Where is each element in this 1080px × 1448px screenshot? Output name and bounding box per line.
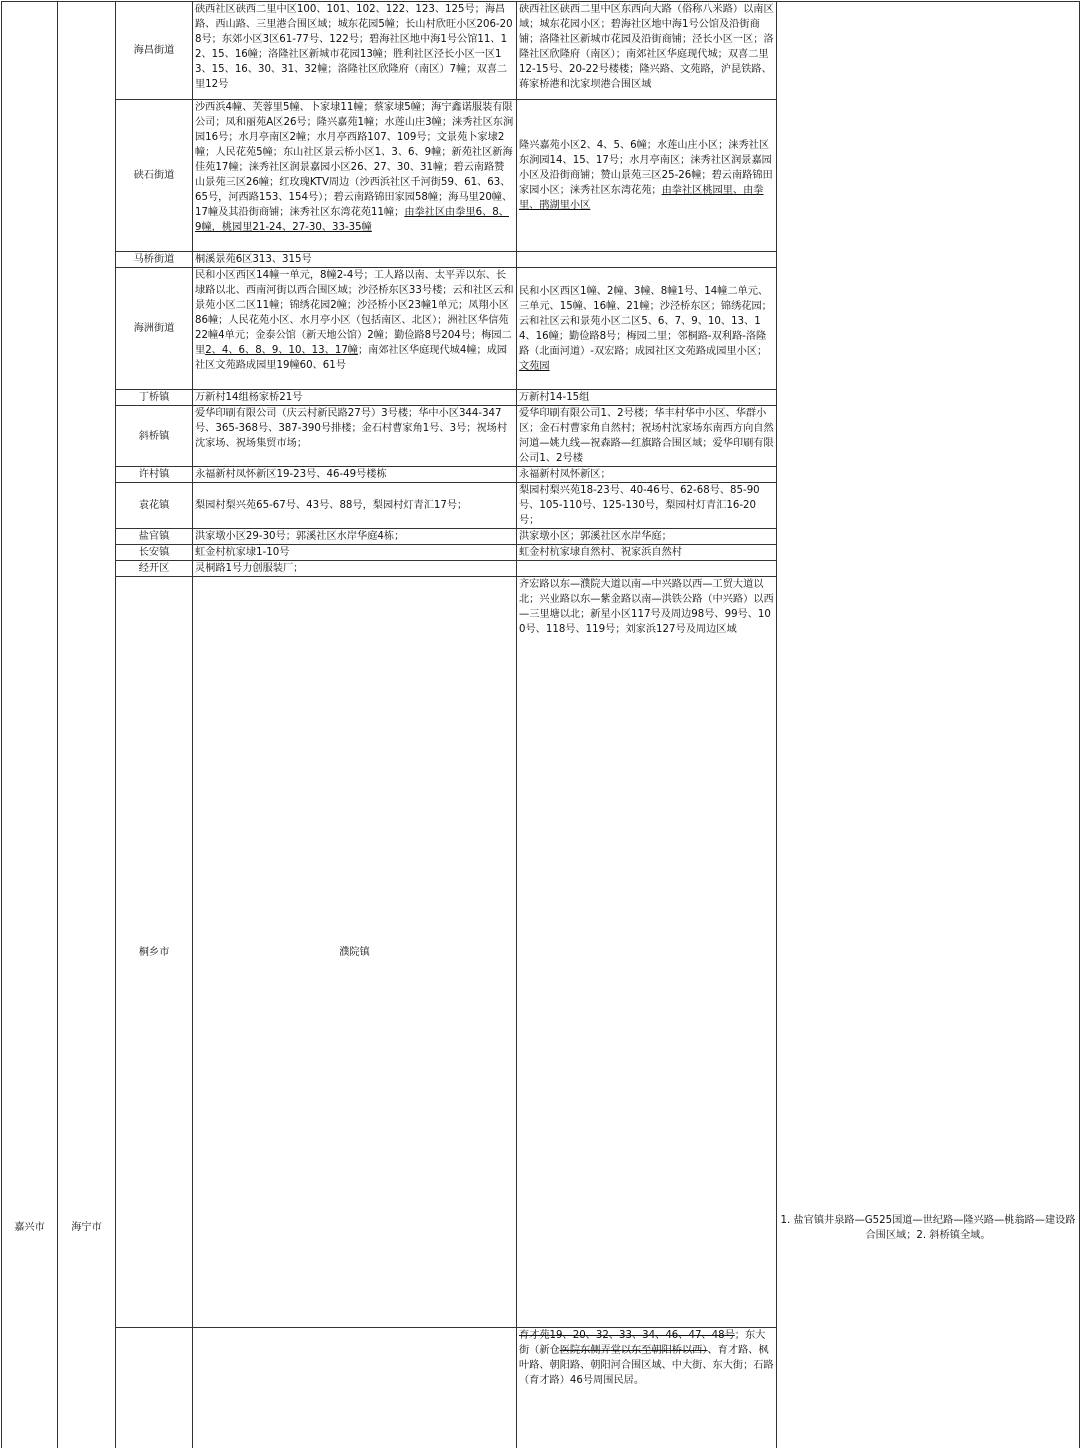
mid-risk-cell: 万新村14-15组 xyxy=(517,390,777,406)
table-row xyxy=(2,2,1080,100)
mid-risk-cell xyxy=(517,100,777,252)
high-risk-cell: 永福新村凤怀新区19-23号、46-49号楼栋 xyxy=(193,467,517,483)
risk-area-table xyxy=(1,1,1080,1448)
high-risk-cell: 爱华印刷有限公司（庆云村新民路27号）3号楼；华中小区344-347号、365-368号、387-390号排楼；金石村曹家角1号、3号；祝场村沈家场、祝场集贸市场； xyxy=(193,406,517,467)
town-cell: 硖石街道 xyxy=(116,100,193,252)
high-risk-cell: 梨园村梨兴苑65-67号、43号、88号，梨园村灯青汇17号； xyxy=(193,483,517,529)
high-risk-cell: 虹金村杭家埭1-10号 xyxy=(193,545,517,561)
high-risk-cell: 齐宏路以东—濮院大道以南—中兴路以西—工贸大道以北；兴业路以东—紫金路以南—洪铁公路（中兴路）以西—三里塘以北；新星小区117号及周边98号、99号、100号、118号、119号；刘家浜127号及周边区域 xyxy=(517,577,777,1328)
high-risk-text: 民和小区西区14幢一单元，8幢2-4号；工人路以南、太平弄以东、长埭路以北、西南河街以西合围区域；沙泾桥东区33号楼；云和社区云和景苑小区二区11幢；锦绣花园2幢；沙泾桥小区23幢1单元；凤翔小区86幢；人民花苑小区、水月亭小区（包括南区、北区）；洲社区华信苑22幢4单元；金泰公馆（新天地公馆）2幢；勤俭路8号204号；梅园二里 xyxy=(195,270,514,356)
county-cell-tongxiang: 桐乡市 xyxy=(116,577,193,1328)
high-risk-struck-text: 育才苑19、20、32、33、34、46、47、48号 xyxy=(519,1330,735,1341)
high-risk-cell xyxy=(193,268,517,390)
county-cell-haining: 海宁市 xyxy=(58,2,116,1448)
mid-risk-cell: 洪家墩小区；郭溪社区水岸华庭； xyxy=(517,529,777,545)
mid-risk-text: 隆兴嘉苑小区2、4、5、6幢；水莲山庄小区；涞秀社区东涧园14、15、17号；水月亭南区；涞秀社区润景嘉园小区及沿街商铺；赞山景苑三区25-26幢；碧云南路锦田家园小区；涞秀社区东湾花苑； xyxy=(519,140,773,196)
town-cell: 濮院镇 xyxy=(193,577,517,1328)
low-risk-cell-haining: 1. 盐官镇井泉路—G525国道—世纪路—隆兴路—桃翁路—建设路合围区域；2. 斜桥镇全域。 xyxy=(777,2,1080,1448)
mid-risk-cell: 虹金村杭家埭自然村、祝家浜自然村 xyxy=(517,545,777,561)
high-risk-struck-text-2: 医院东侧弄堂以东至朝阳桥以西） xyxy=(560,1345,708,1356)
high-risk-cell: 硖西社区硖西二里中区100、101、102、122、123、125号；海昌路、西山路、三里港合围区域；城东花园5幢；长山村欣旺小区206-208号；东郊小区3区61-77号、122号；碧海社区地中海1号公馆11、12、15、16幢；洛隆社区新城市花园13幢；胜利社区泾长小区一区13、15、16、30、31、32幢；洛隆社区欣隆府（南区）7幢；双喜二里12号 xyxy=(193,2,517,100)
town-cell: 长安镇 xyxy=(116,545,193,561)
town-cell: 袁花镇 xyxy=(116,483,193,529)
mid-risk-cell xyxy=(517,268,777,390)
high-risk-cell xyxy=(193,100,517,252)
county-cell-pinghu xyxy=(116,1328,193,1448)
town-cell: 盐官镇 xyxy=(116,529,193,545)
high-risk-text: 沙西浜4幢、芙蓉里5幢、卜家埭11幢；蔡家埭5幢；海宁鑫诺服装有限公司；凤和丽苑A区26号；隆兴嘉苑1幢；水莲山庄3幢；涞秀社区东涧园16号；水月亭南区2幢；水月亭西路107、109号；文景苑卜家埭2幢；人民花苑5幢；东山社区景云桥小区1、3、6、9幢；新苑社区新海佳苑17幢；涞秀社区润景嘉园小区26、27、30、31幢；碧云南路赞山景苑三区26幢；红玫瑰KTV周边（沙西浜社区千河街59、61、63、65号，河西路153、154号）；碧云南路锦田家园58幢；海马里20幢、17幢及其沿街商铺；涞秀社区东湾花苑11幢； xyxy=(195,102,513,218)
town-cell: 经开区 xyxy=(116,561,193,577)
mid-risk-underlined-text: 由拳社区桃园里、由拳里、鹃湖里小区 xyxy=(519,185,764,211)
town-cell: 马桥街道 xyxy=(116,252,193,268)
high-risk-tail-text: 、育才路、枫叶路、朝阳路、朝阳河合围区域、中大街、东大街；石路（育才路）46号周围民居。 xyxy=(519,1345,774,1386)
mid-risk-cell: 硖西社区硖西二里中区东西向大路（俗称八米路）以南区域；城东花园小区；碧海社区地中海1号公馆及沿街商铺；洛隆社区新城市花园及沿街商铺；泾长小区一区；洛隆社区欣隆府（南区）；南郊社区华庭现代城；双喜二里12-15号、20-22号楼楼；隆兴路、文苑路，沪昆铁路、蒋家桥港和沈家坝港合围区域 xyxy=(517,2,777,100)
high-risk-cell: 桐溪景苑6区313、315号 xyxy=(193,252,517,268)
high-risk-cell: 灵桐路1号力创服装厂； xyxy=(193,561,517,577)
high-risk-text: ；东大街（新仓 xyxy=(519,1330,765,1356)
town-cell: 丁桥镇 xyxy=(116,390,193,406)
mid-risk-underlined-text: 文苑园 xyxy=(519,361,550,372)
high-risk-tail-text: ；南郊社区华庭现代城4幢；成园社区文苑路成园里19幢60、61号 xyxy=(195,345,507,371)
mid-risk-cell: 爱华印刷有限公司1、2号楼；华丰村华中小区、华群小区；金石村曹家角自然村；祝场村沈家场东南西方向自然河道—姚九线—祝森路—红旗路合围区域；爱华印刷有限公司1、2号楼 xyxy=(517,406,777,467)
mid-risk-text: 民和小区西区1幢、2幢、3幢、8幢1号、14幢二单元、三单元、15幢、16幢、21幢；沙泾桥东区；锦绣花园；云和社区云和景苑小区二区5、6、7、9、10、13、14、16幢；勤俭路8号；梅园二里；邻桐路-双利路-洛隆路（北面河道）-双宏路；成园社区文苑路成园里小区； xyxy=(519,286,772,357)
mid-risk-cell xyxy=(517,561,777,577)
town-cell: 海洲街道 xyxy=(116,268,193,390)
city-cell: 嘉兴市 xyxy=(2,2,58,1448)
high-risk-cell: 洪家墩小区29-30号；郭溪社区水岸华庭4栋； xyxy=(193,529,517,545)
town-cell: 许村镇 xyxy=(116,467,193,483)
town-cell: 斜桥镇 xyxy=(116,406,193,467)
mid-risk-cell: 梨园村梨兴苑18-23号、40-46号、62-68号、85-90号、105-110号、125-130号，梨园村灯青汇16-20号； xyxy=(517,483,777,529)
mid-risk-cell: 永福新村凤怀新区； xyxy=(517,467,777,483)
high-risk-underlined-text: 由拳社区由拳里6、8、9幢，桃园里21-24、27-30、33-35幢 xyxy=(195,207,509,233)
town-cell: 海昌街道 xyxy=(116,2,193,100)
high-risk-cell: 万新村14组杨家桥21号 xyxy=(193,390,517,406)
high-risk-underlined-text: 2、4、6、8、9、10、13、17幢 xyxy=(205,345,358,356)
high-risk-cell xyxy=(517,1328,777,1448)
town-cell xyxy=(193,1328,517,1448)
mid-risk-cell xyxy=(517,252,777,268)
